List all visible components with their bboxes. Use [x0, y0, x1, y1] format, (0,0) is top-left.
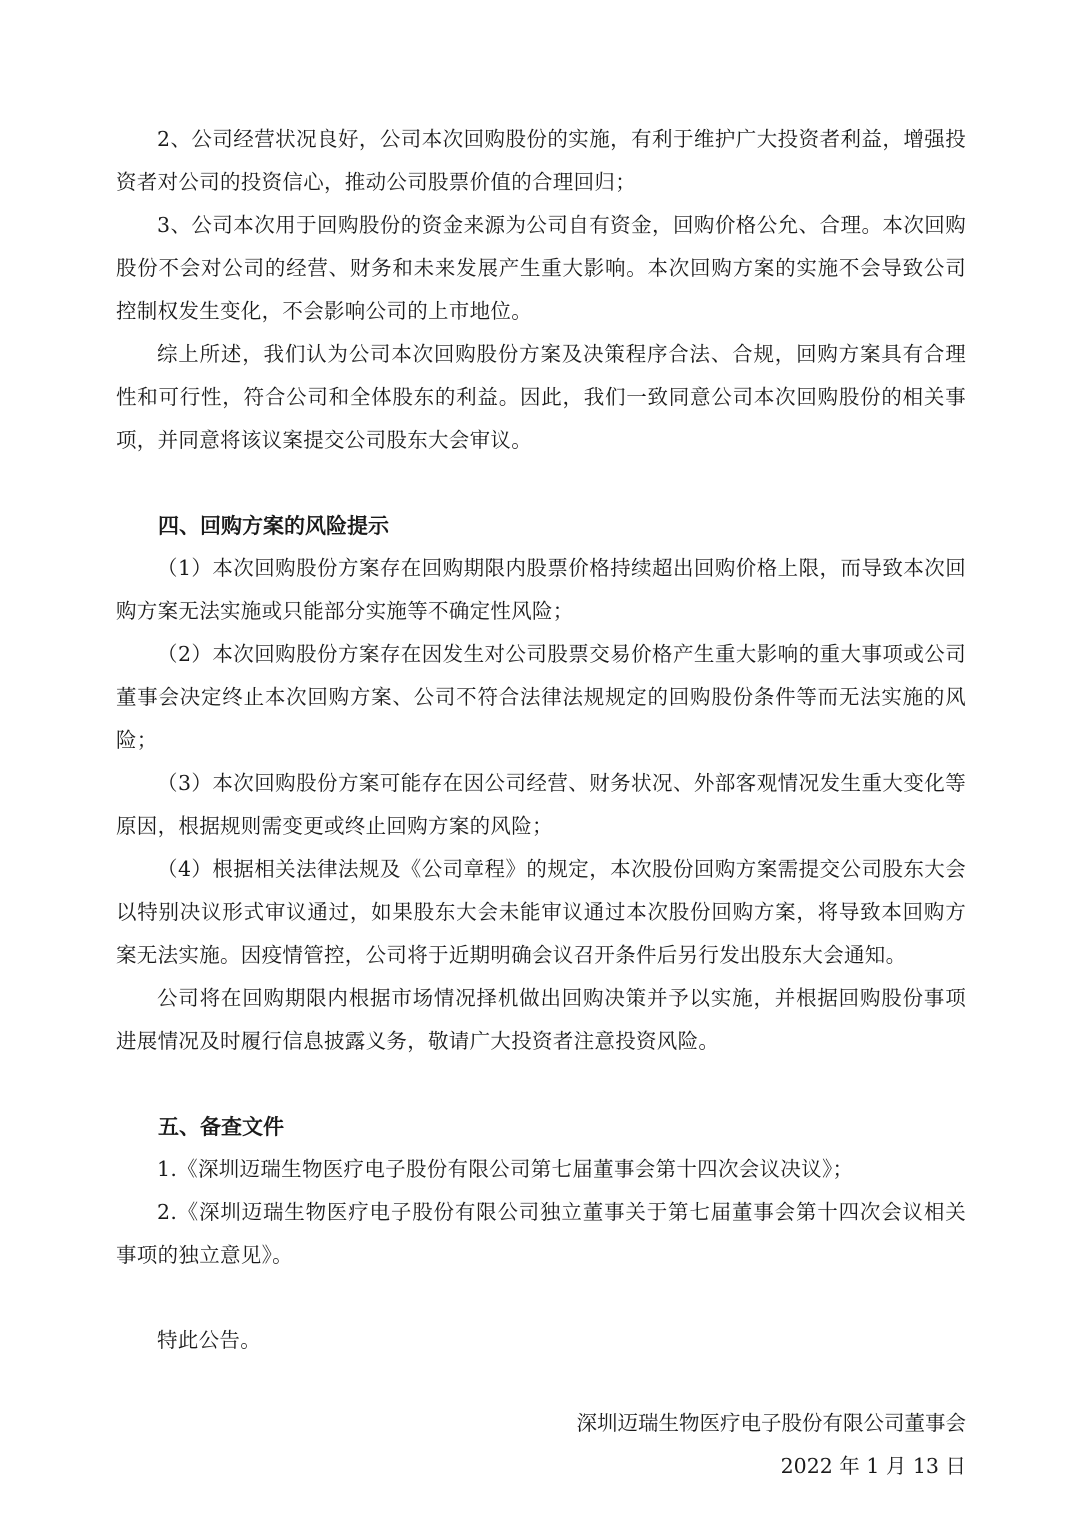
section-title-documents: 五、备查文件: [158, 1114, 284, 1139]
signature-org: 深圳迈瑞生物医疗电子股份有限公司董事会: [576, 1411, 966, 1435]
paragraph-summary: 综上所述，我们认为公司本次回购股份方案及决策程序合法、合规，回购方案具有合理性和可行性，符合公司和全体股东的利益。因此，我们一致同意公司本次回购股份的相关事项，并同意将该议案提交公司股东大会审议。: [116, 342, 966, 452]
announcement-page: [116, 118, 966, 1488]
risk-item-1: （1）本次回购股份方案存在回购期限内股票价格持续超出回购价格上限，而导致本次回购方案无法实施或只能部分实施等不确定性风险；: [116, 556, 966, 623]
signature-date: 2022 年 1 月 13 日: [780, 1454, 966, 1478]
document-item-1: 1.《深圳迈瑞生物医疗电子股份有限公司第七届董事会第十四次会议决议》；: [157, 1157, 854, 1181]
risk-item-2: （2）本次回购股份方案存在因发生对公司股票交易价格产生重大影响的重大事项或公司董事会决定终止本次回购方案、公司不符合法律法规规定的回购股份条件等而无法实施的风险；: [116, 642, 966, 752]
document-item-2: 2.《深圳迈瑞生物医疗电子股份有限公司独立董事关于第七届董事会第十四次会议相关事项的独立意见》。: [116, 1200, 966, 1267]
paragraph-item-3: 3、公司本次用于回购股份的资金来源为公司自有资金，回购价格公允、合理。本次回购股份不会对公司的经营、财务和未来发展产生重大影响。本次回购方案的实施不会导致公司控制权发生变化，不会影响公司的上市地位。: [116, 213, 966, 323]
risk-item-3: （3）本次回购股份方案可能存在因公司经营、财务状况、外部客观情况发生重大变化等原因，根据规则需变更或终止回购方案的风险；: [116, 771, 966, 838]
notice-text: 特此公告。: [157, 1328, 261, 1352]
signature-block: [116, 1402, 966, 1488]
section-title-risk: 四、回购方案的风险提示: [158, 513, 389, 538]
risk-closing: 公司将在回购期限内根据市场情况择机做出回购决策并予以实施，并根据回购股份事项进展情况及时履行信息披露义务，敬请广大投资者注意投资风险。: [116, 986, 966, 1053]
risk-item-4: （4）根据相关法律法规及《公司章程》的规定，本次股份回购方案需提交公司股东大会以特别决议形式审议通过，如果股东大会未能审议通过本次股份回购方案，将导致本回购方案无法实施。因疫情管控，公司将于近期明确会议召开条件后另行发出股东大会通知。: [116, 857, 966, 967]
paragraph-item-2: 2、公司经营状况良好，公司本次回购股份的实施，有利于维护广大投资者利益，增强投资者对公司的投资信心，推动公司股票价值的合理回归；: [116, 127, 966, 194]
